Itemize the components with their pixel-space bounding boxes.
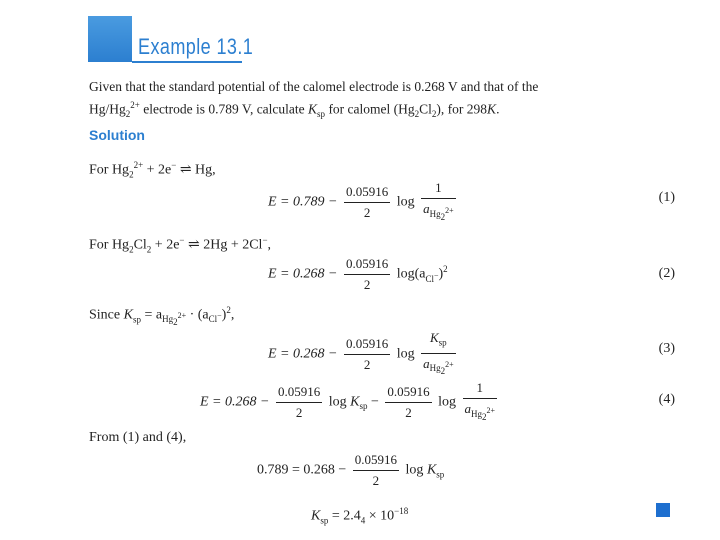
example-header-rule (132, 61, 242, 63)
equation-number-2: (2) (658, 266, 675, 281)
combine-statement: From (1) and (4), (89, 430, 187, 445)
fraction: $\frac{0.05916}{2}$ (354, 452, 398, 488)
problem-line-2: $Hg/Hg_2^{2+}$ electrode is 0.789 V, calculate $K_{sp}$ for calomel $(Hg_2Cl_2)$, for 298K. (89, 100, 500, 120)
equation-number-1: (1) (658, 190, 675, 205)
ksp-result: $K_{sp} = 2.4_4 \times 10^{-18}$ (311, 506, 409, 526)
reaction-2: For $Hg_2Cl_2 + 2e^-$ ⇌ 2Hg + 2Cl−, (89, 235, 272, 255)
example-header-block (88, 16, 132, 62)
fraction: $\frac{0.05916}{2}$ (345, 183, 389, 220)
ksp-definition: Since $K_{sp} = a_{Hg_2^{2+}} \cdot (a_{Cl^-})^2$, (89, 305, 235, 328)
problem-line-1: Given that the standard potential of the calomel electrode is 0.268 V and that of the (89, 79, 539, 94)
fraction: $\frac{K_{sp}}{a_{Hg_2^{2+}}}$ (423, 330, 454, 376)
equation-5: 0.789 = 0.268 − $\frac{0.05916}{2}$ $\log K_{sp}$ (257, 452, 445, 488)
example-title: Example 13.1 (138, 34, 254, 59)
fraction: $\frac{0.05916}{2}$ (387, 383, 430, 420)
fraction: $\frac{1}{a_{Hg_2^{2+}}}$ (423, 180, 454, 222)
equation-number-4: (4) (658, 392, 675, 407)
fraction: $\frac{1}{a_{Hg_2^{2+}}}$ (464, 380, 496, 422)
equation-number-3: (3) (658, 341, 675, 356)
reaction-1: For $Hg_2^{2+} + 2e^-$ ⇌ Hg, (89, 160, 216, 180)
fraction: $\frac{0.05916}{2}$ (277, 383, 321, 420)
fraction: $\frac{0.05916}{2}$ (345, 336, 389, 372)
problem-statement (89, 78, 689, 123)
corner-marker (656, 503, 670, 517)
equation-2: E = 0.268 − $\frac{0.05916}{2}$ $\log(a_{Cl^-})^2$ (268, 256, 448, 292)
fraction: $\frac{0.05916}{2}$ (345, 256, 389, 292)
equation-3: E = 0.268 − $\frac{0.05916}{2}$ log $\frac{K_{sp}}{a_{Hg_2^{2+}}}$ (268, 330, 459, 379)
equation-4: E = 0.268 − $\frac{0.05916}{2}$ $\log K_{sp}$ − $\frac{0.05916}{2}$ log $\frac{1}{a_{Hg_2^{2+}}}$ (200, 380, 500, 424)
equation-1: E = 0.789 − $\frac{0.05916}{2}$ log $\frac{1}{a_{Hg_2^{2+}}}$ (268, 180, 459, 224)
solution-heading: Solution (89, 127, 145, 143)
